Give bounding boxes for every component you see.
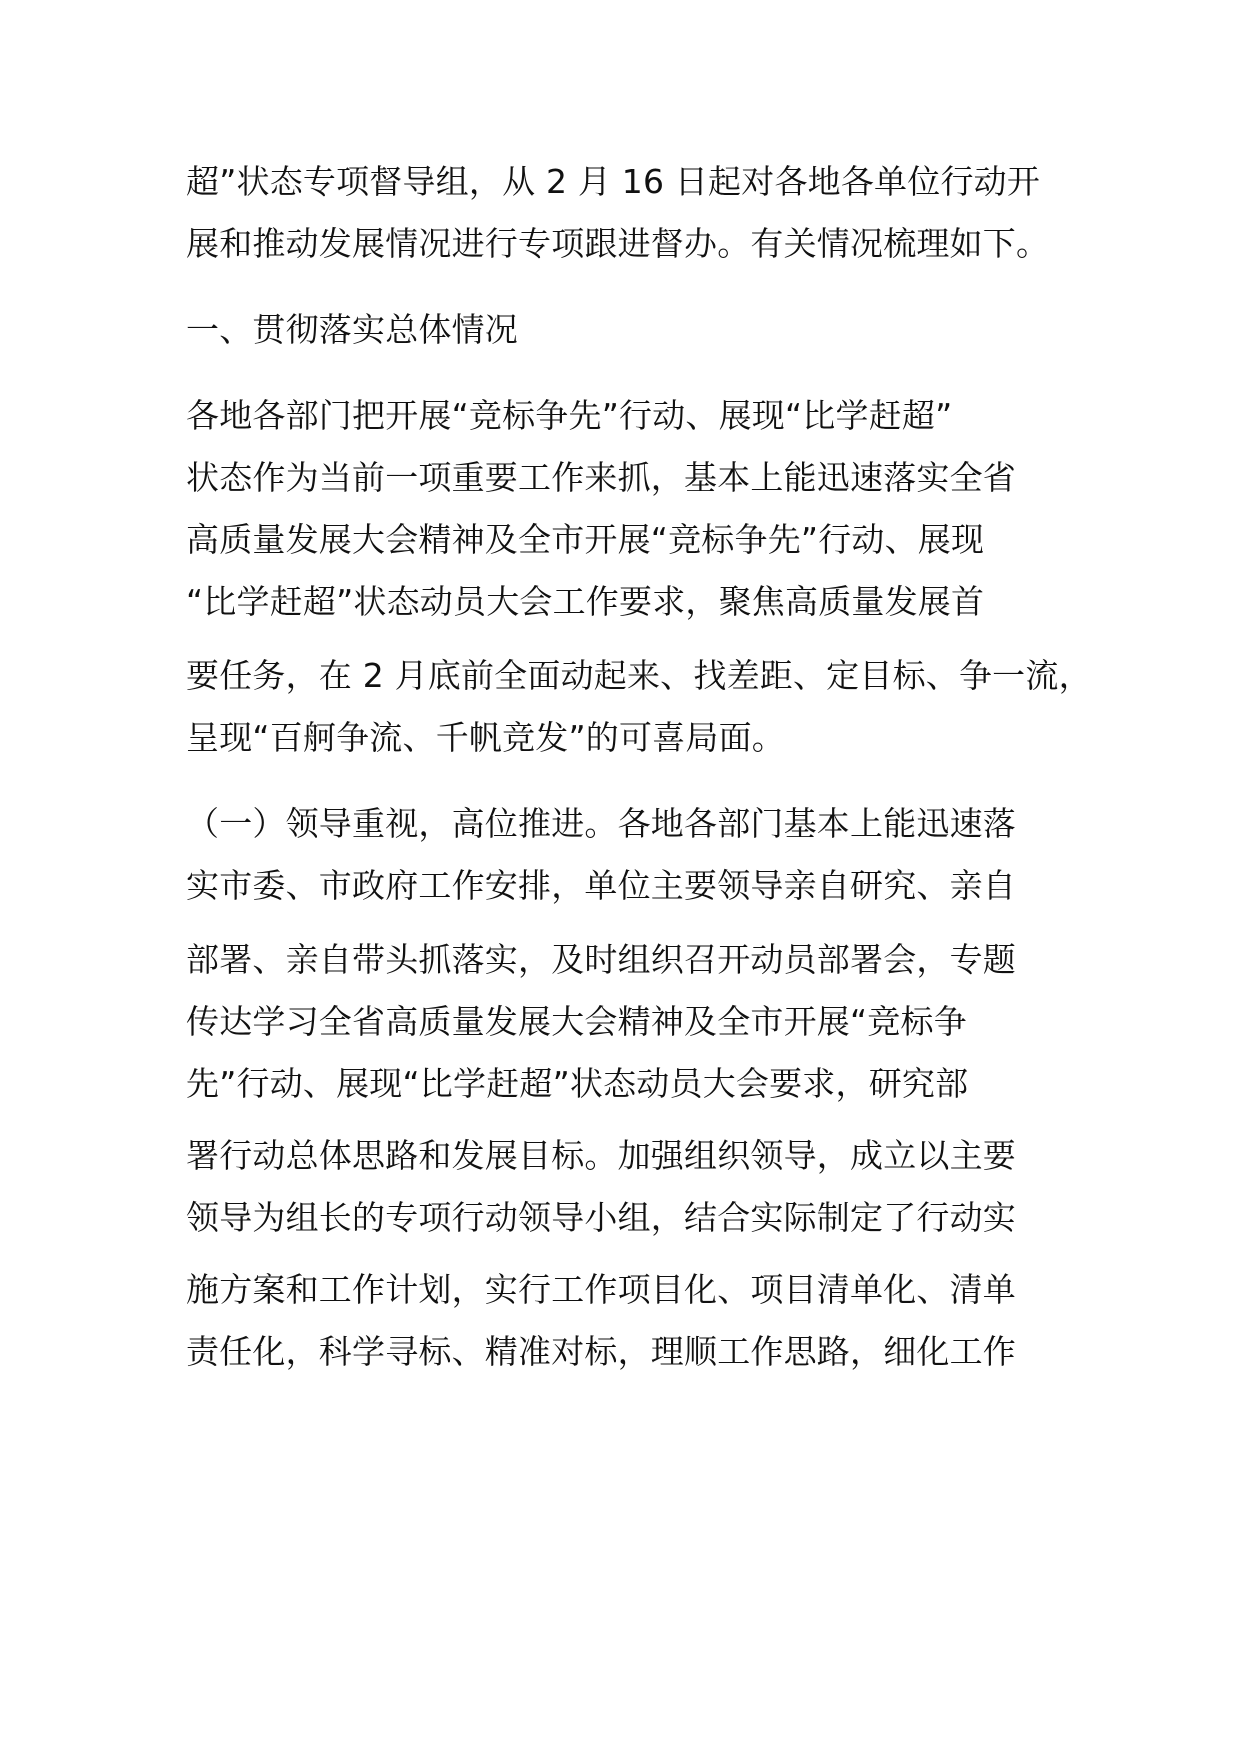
- text-line: 先”行动、展现“比学赶超”状态动员大会要求，研究部: [186, 1064, 969, 1103]
- text-line: 施方案和工作计划，实行工作项目化、项目清单化、清单: [186, 1270, 1016, 1309]
- text-line: 实市委、市政府工作安排，单位主要领导亲自研究、亲自: [186, 866, 1016, 905]
- text-line: 呈现“百舸争流、千帆竞发”的可喜局面。: [186, 718, 785, 757]
- text-line: 要任务，在 2 月底前全面动起来、找差距、定目标、争一流，: [186, 656, 1092, 695]
- text-line: 领导为组长的专项行动领导小组，结合实际制定了行动实: [186, 1198, 1016, 1237]
- text-line: 各地各部门把开展“竞标争先”行动、展现“比学赶超”: [186, 396, 953, 435]
- text-line: 部署、亲自带头抓落实，及时组织召开动员部署会，专题: [186, 940, 1016, 979]
- text-line: 高质量发展大会精神及全市开展“竞标争先”行动、展现: [186, 520, 985, 559]
- text-line: 展和推动发展情况进行专项跟进督办。有关情况梳理如下。: [186, 224, 1050, 263]
- text-line: 责任化，科学寻标、精准对标，理顺工作思路，细化工作: [186, 1332, 1016, 1371]
- section-heading: 一、贯彻落实总体情况: [186, 310, 518, 349]
- text-line: 传达学习全省高质量发展大会精神及全市开展“竞标争: [186, 1002, 967, 1041]
- text-line: 署行动总体思路和发展目标。加强组织领导，成立以主要: [186, 1136, 1016, 1175]
- text-line: 状态作为当前一项重要工作来抓，基本上能迅速落实全省: [186, 458, 1016, 497]
- text-line: 超”状态专项督导组，从 2 月 16 日起对各地各单位行动开: [186, 162, 1041, 201]
- subsection-paragraph-start: （一）领导重视，高位推进。各地各部门基本上能迅速落: [186, 804, 1016, 843]
- text-line: “比学赶超”状态动员大会工作要求，聚焦高质量发展首: [186, 582, 985, 621]
